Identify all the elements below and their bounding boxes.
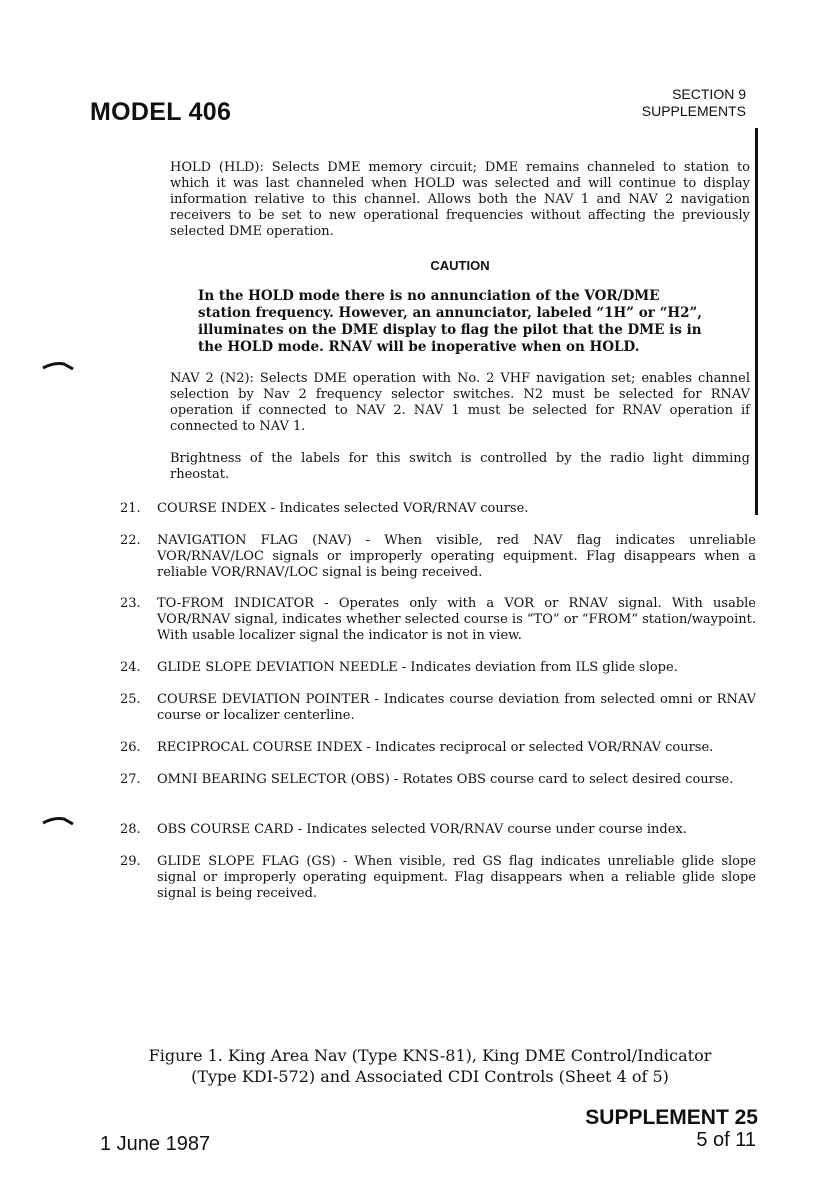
item-number: 27. <box>120 772 141 787</box>
hold-description: HOLD (HLD): Selects DME memory circuit; DME remains channeled to station to which it was last channeled when HOLD was selected and will continue to display information relative to this channel. Allows both the NAV 1 and NAV 2 navigation receivers to be set to new operational frequencies without affecting the previously selected DME operation. <box>170 160 750 239</box>
item-text: RECIPROCAL COURSE INDEX - Indicates reciprocal or selected VOR/RNAV course. <box>157 740 714 755</box>
supplement-label: SUPPLEMENT 25 <box>585 1106 758 1129</box>
item-number: 25. <box>120 692 141 707</box>
revision-change-bar <box>755 128 758 515</box>
list-item <box>120 854 756 902</box>
caution-title: CAUTION <box>430 258 490 273</box>
caption-line-1: Figure 1. King Area Nav (Type KNS-81), King DME Control/Indicator <box>148 1046 712 1065</box>
item-number: 22. <box>120 533 141 548</box>
item-text: GLIDE SLOPE DEVIATION NEEDLE - Indicates deviation from ILS glide slope. <box>157 660 678 675</box>
caption-line-2: (Type KDI-572) and Associated CDI Controls (Sheet 4 of 5) <box>191 1067 669 1086</box>
item-number: 26. <box>120 740 141 755</box>
revision-mark-icon <box>42 362 74 370</box>
item-number: 29. <box>120 854 141 869</box>
item-text: TO-FROM INDICATOR - Operates only with a VOR or RNAV signal. With usable VOR/RNAV signal, indicates whether selected course is “TO” or “FROM” station/waypoint. With usable localizer signal the indicator is not in view. <box>157 596 756 643</box>
caution-text: In the HOLD mode there is no annunciation of the VOR/DME station frequency. However, an annunciator, labeled “1H” or “H2”, illuminates on the DME display to flag the pilot that the DME is in the HOLD mode. RNAV will be inoperative when on HOLD. <box>198 288 702 355</box>
item-text: OBS COURSE CARD - Indicates selected VOR/RNAV course under course index. <box>157 822 687 837</box>
list-item <box>120 533 756 581</box>
list-item <box>120 740 756 756</box>
section-title: SUPPLEMENTS <box>641 103 746 119</box>
item-text: NAVIGATION FLAG (NAV) - When visible, red NAV flag indicates unreliable VOR/RNAV/LOC signals or improperly operating equipment. Flag disappears when a reliable VOR/RNAV/LOC signal is being received. <box>157 533 756 580</box>
list-item <box>120 660 756 676</box>
item-number: 24. <box>120 660 141 675</box>
brightness-note: Brightness of the labels for this switch is controlled by the radio light dimming rheostat. <box>170 451 750 482</box>
item-number: 21. <box>120 501 141 516</box>
model-title: MODEL 406 <box>90 98 232 126</box>
item-number: 23. <box>120 596 141 611</box>
item-text: COURSE DEVIATION POINTER - Indicates course deviation from selected omni or RNAV course or localizer centerline. <box>157 692 756 723</box>
item-text: GLIDE SLOPE FLAG (GS) - When visible, red GS flag indicates unreliable glide slope signal or improperly operating equipment. Flag disappears when a reliable glide slope signal is being received. <box>157 854 756 901</box>
revision-mark-icon <box>42 817 74 825</box>
nav2-description: NAV 2 (N2): Selects DME operation with No. 2 VHF navigation set; enables channel selection by Nav 2 frequency selector switches. N2 must be selected for RNAV operation if connected to NAV 2. NAV 1 must be selected for RNAV operation if connected to NAV 1. <box>170 371 750 434</box>
list-item <box>120 692 756 724</box>
list-item <box>120 822 756 838</box>
list-item <box>120 772 756 788</box>
issue-date: 1 June 1987 <box>100 1133 211 1155</box>
list-item <box>120 501 756 517</box>
page-number: 5 of 11 <box>696 1129 756 1151</box>
item-number: 28. <box>120 822 141 837</box>
section-number: SECTION 9 <box>672 86 746 102</box>
figure-caption <box>100 1045 760 1087</box>
list-item <box>120 596 756 644</box>
section-header <box>642 86 746 120</box>
item-text: COURSE INDEX - Indicates selected VOR/RNAV course. <box>157 501 529 516</box>
item-text: OMNI BEARING SELECTOR (OBS) - Rotates OBS course card to select desired course. <box>157 772 734 787</box>
